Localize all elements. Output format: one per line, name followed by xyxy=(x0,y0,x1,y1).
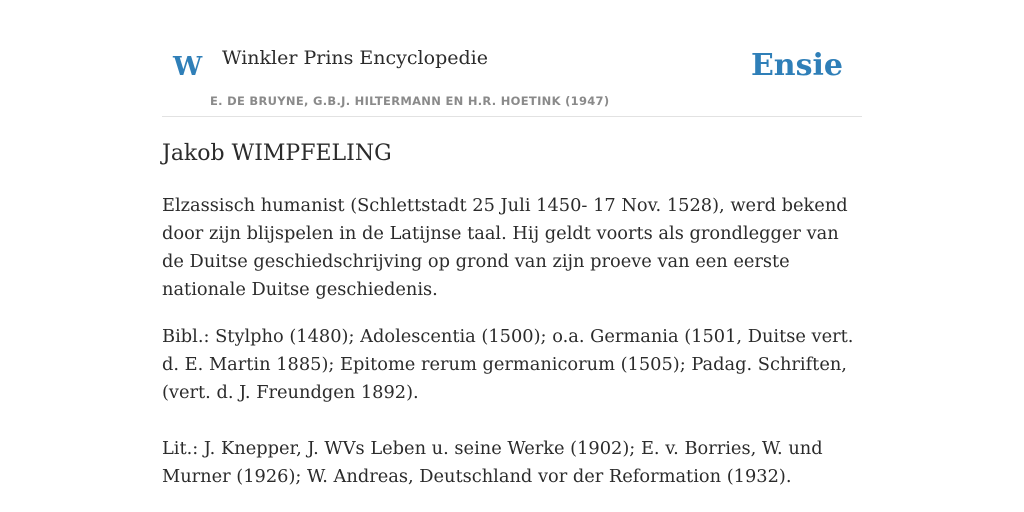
brand-logo[interactable]: Ensie xyxy=(750,48,843,83)
bibliography-paragraph: Bibl.: Stylpho (1480); Adolescentia (1500); o.a. Germania (1501, Duitse vert. d. E. Martin 1885); Epitome rerum germanicorum (1505); Padag. Schriften, (vert. d. J. Freundgen 1892). xyxy=(162,326,854,403)
article-page xyxy=(162,0,862,512)
publication-authors: E. DE BRUYNE, G.B.J. HILTERMANN EN H.R. HOETINK (1947) xyxy=(210,94,610,108)
article-title: Jakob WIMPFELING xyxy=(162,141,392,166)
publication-title[interactable]: Winkler Prins Encyclopedie xyxy=(222,47,488,69)
publication-logo-icon[interactable]: W xyxy=(173,52,203,82)
article-paragraph: Elzassisch humanist (Schlettstadt 25 Juli 1450- 17 Nov. 1528), werd bekend door zijn blijspelen in de Latijnse taal. Hij geldt voorts als grondlegger van de Duitse geschiedschrijving op grond van zijn proeve van een eerste nationale Duitse geschiedenis. xyxy=(162,195,848,300)
site-header xyxy=(162,0,862,117)
literature-paragraph: Lit.: J. Knepper, J. WVs Leben u. seine Werke (1902); E. v. Borries, W. und Murner (1926); W. Andreas, Deutschland vor der Reformation (1932). xyxy=(162,438,823,487)
